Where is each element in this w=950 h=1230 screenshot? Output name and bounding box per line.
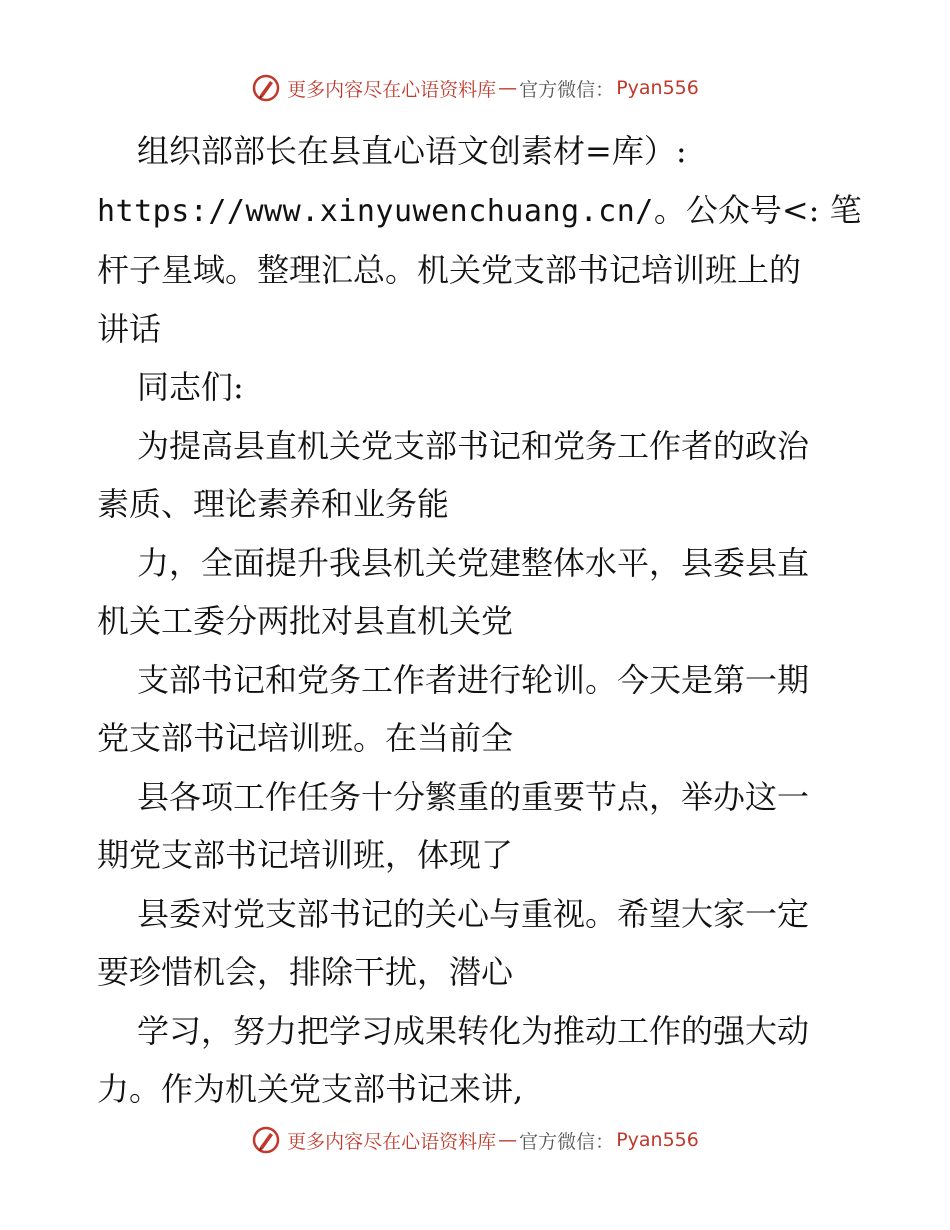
text-line: 组织部部长在县直心语文创素材=库）: [137,132,687,170]
text-line: 机关工委分两批对县直机关党 [97,602,514,640]
header-watermark [0,68,950,108]
text-line: 力。作为机关党支部书记来讲, [97,1070,524,1108]
text-line: 杆子星域。整理汇总。机关党支部书记培训班上的 [97,251,802,289]
pen-logo-icon [251,1125,281,1155]
text-line: 党支部书记培训班。在当前全 [97,719,514,757]
url-link[interactable]: https://www.xinyuwenchuang.cn/ [97,193,654,229]
text-line-rest: 。公众号<: 笔 [653,190,862,229]
watermark-suffix: 官方微信： [519,1130,615,1153]
text-line: 学习，努力把学习成果转化为推动工作的强大动 [137,1011,810,1050]
text-line: 素质、理论素养和业务能 [97,485,450,523]
watermark-text: 更多内容尽在心语资料库 [287,1130,497,1153]
watermark-wechat-id: Pyan556 [616,77,699,99]
text-line: 期党支部书记培训班，体现了 [97,836,514,874]
footer-watermark [0,1120,950,1160]
document-body [97,122,862,1119]
text-line: 县各项工作任务十分繁重的重要节点，举办这一 [137,777,810,816]
text-line: 讲话 [97,309,162,348]
text-line: 同志们: [137,368,244,406]
watermark-dash: — [498,77,518,99]
text-line-url [97,181,862,242]
text-line: 县委对党支部书记的关心与重视。希望大家一定 [137,894,810,933]
text-line: 支部书记和党务工作者进行轮训。今天是第一期 [137,660,810,699]
pen-logo-icon [251,73,281,103]
watermark-suffix: 官方微信： [519,78,615,101]
watermark-dash: — [498,1129,518,1151]
watermark-text: 更多内容尽在心语资料库 [287,78,497,101]
watermark-wechat-id: Pyan556 [616,1129,699,1151]
text-line: 为提高县直机关党支部书记和党务工作者的政治 [137,426,810,465]
text-line: 力，全面提升我县机关党建整体水平，县委县直 [137,543,810,582]
text-line: 要珍惜机会，排除干扰，潜心 [97,953,514,991]
